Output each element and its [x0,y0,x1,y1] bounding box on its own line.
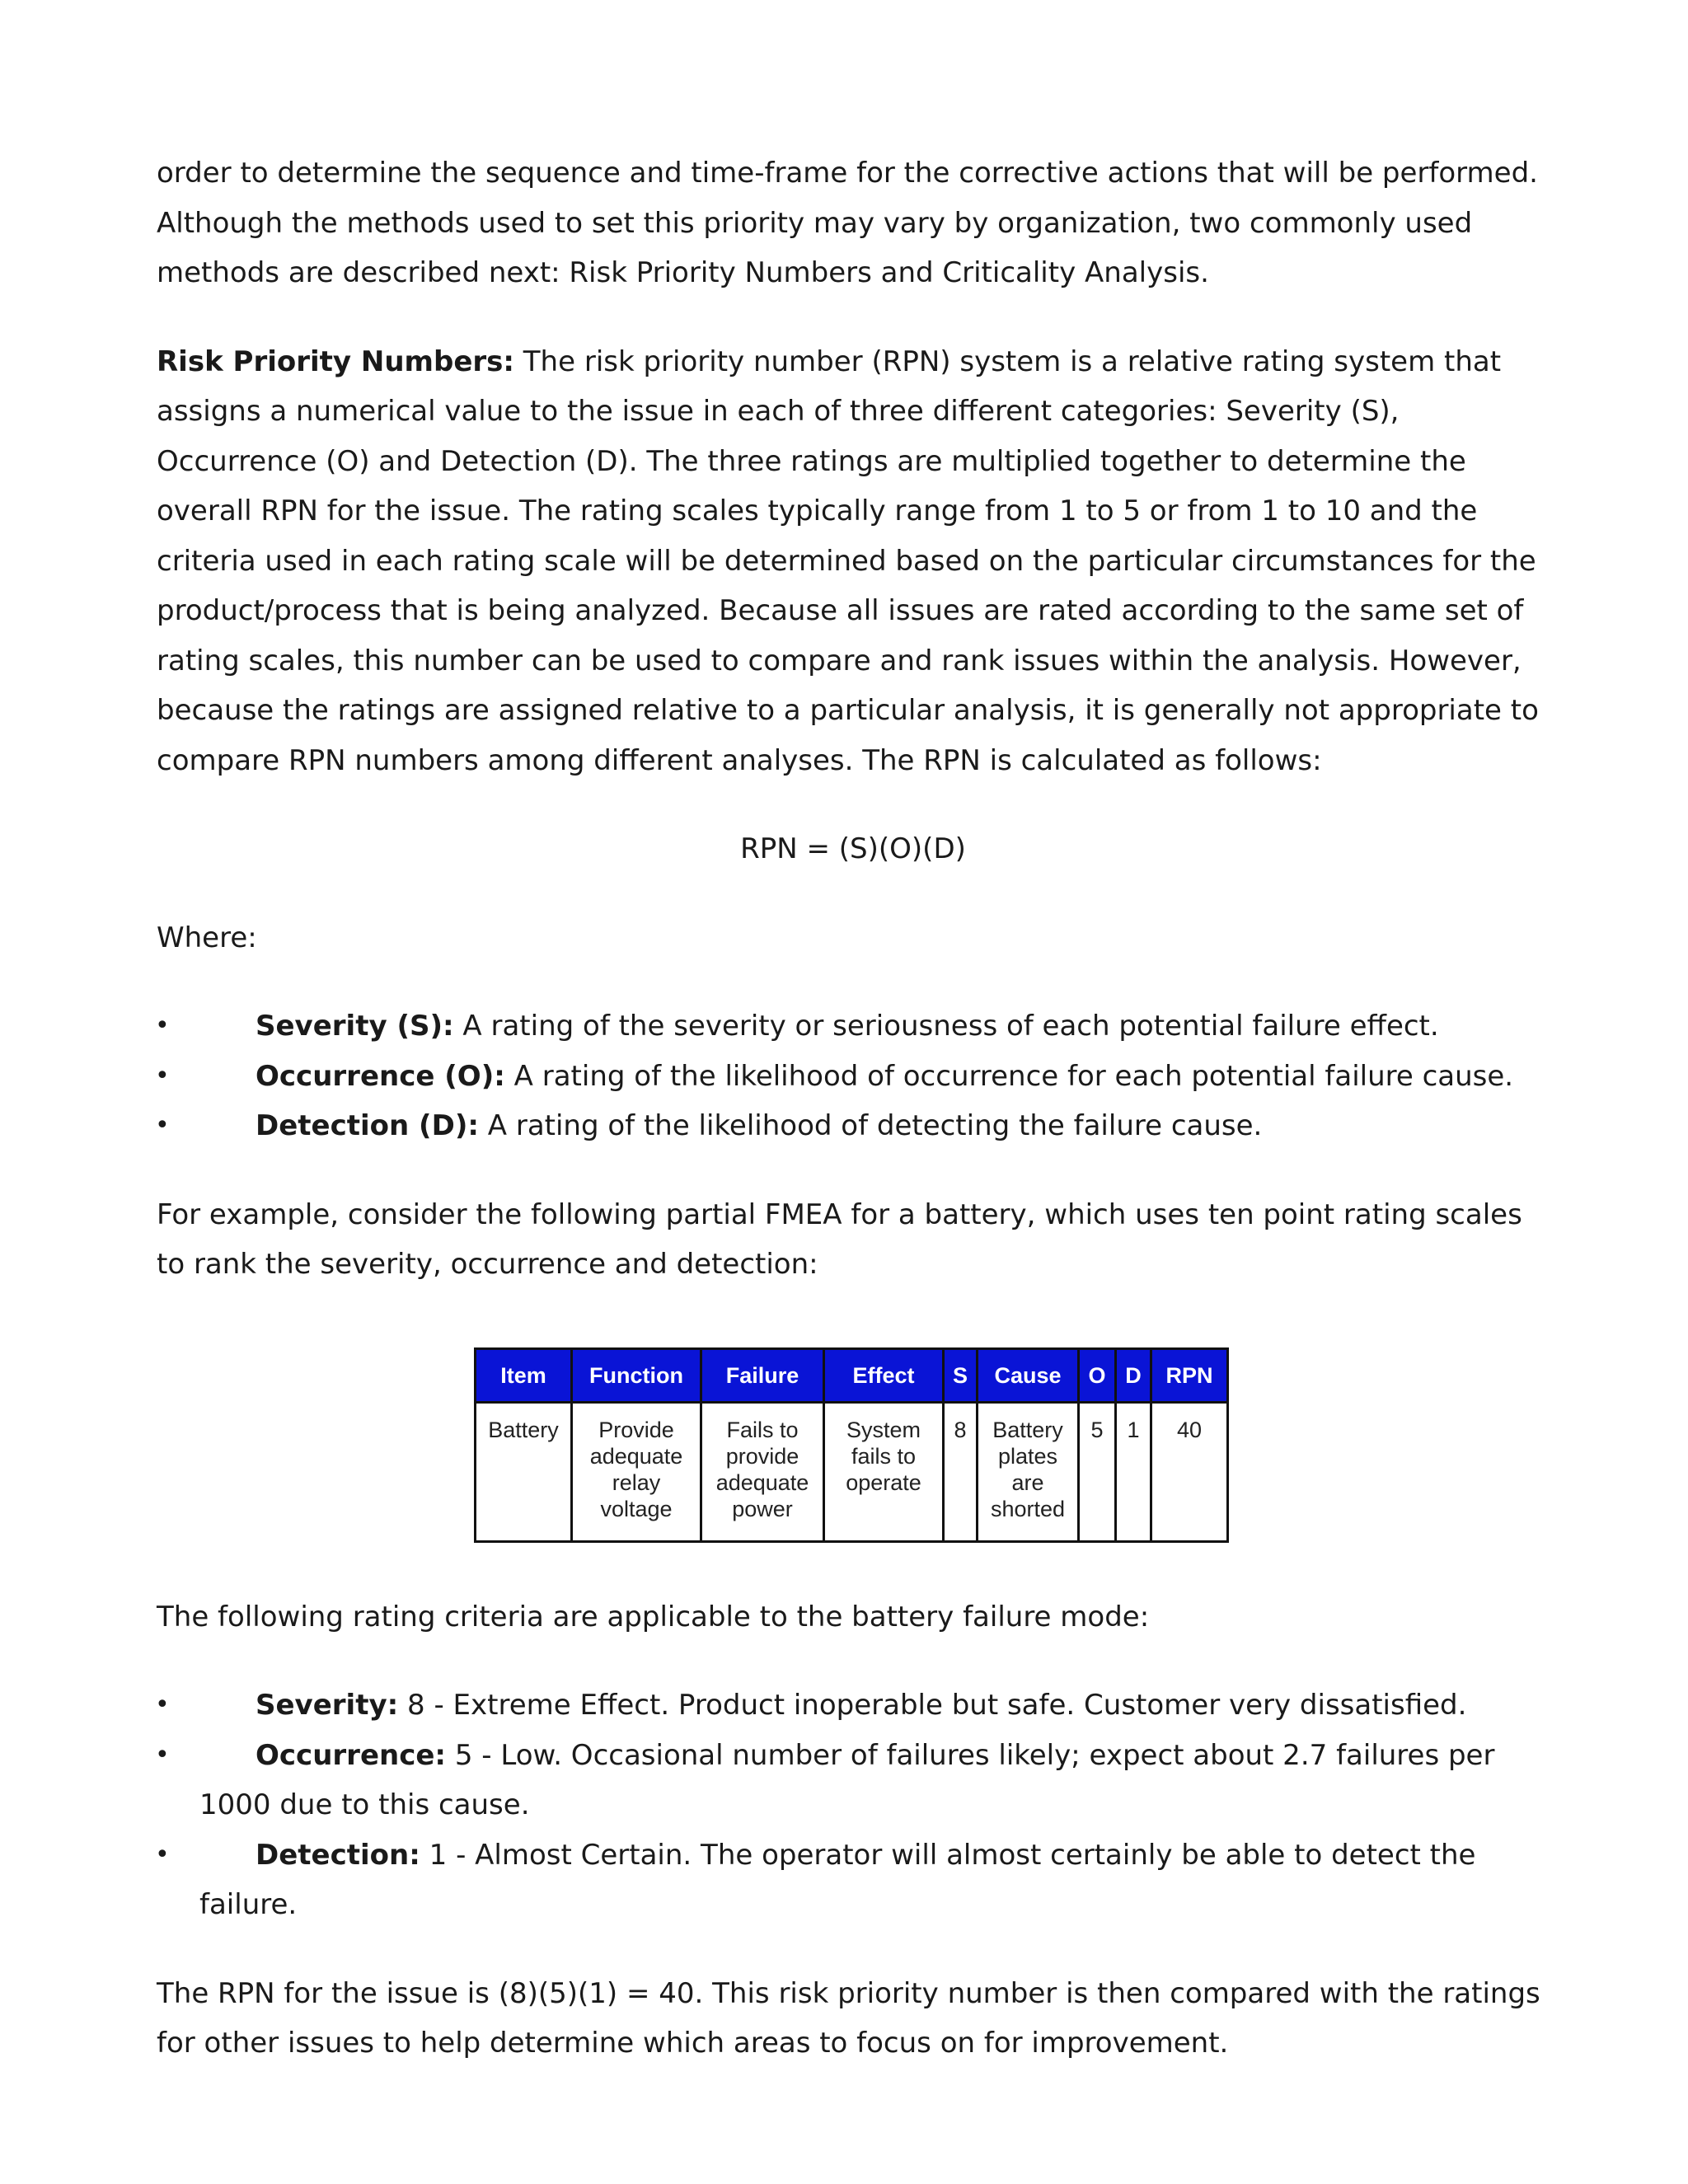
criteria-term: Detection: [256,1838,420,1872]
column-header: RPN [1151,1348,1228,1402]
column-header: Effect [824,1348,944,1402]
criteria-item [157,1830,1550,1930]
rpn-body: The risk priority number (RPN) system is a relative rating system that assigns a numerical value to the issue in each of three different categories: Severity (S), Occurrence (O) and Detection (D). The three ratings are multiplied together to determine the overall RPN for the issue. The rating scales typically range from 1 to 5 or from 1 to 10 and the criteria used in each rating scale will be determined based on the particular circumstances for the product/process that is being analyzed. Because all issues are rated according to the same set of rating scales, this number can be used to compare and rank issues within the analysis. However, because the ratings are assigned relative to a particular analysis, it is generally not appropriate to compare RPN numbers among different analyses. The RPN is calculated as follows: [157,344,1539,777]
column-header: D [1116,1348,1151,1402]
criteria-term: Severity: [256,1689,399,1722]
document-page [157,148,1550,2069]
rpn-heading: Risk Priority Numbers: [157,344,514,378]
column-header: Item [476,1348,572,1402]
where-label: Where: [157,921,257,954]
table-cell: Battery plates are shorted [978,1402,1079,1541]
column-header: Cause [978,1348,1079,1402]
column-header: S [944,1348,978,1402]
bullet-icon: • [155,1011,170,1040]
table-cell: 8 [944,1402,978,1541]
bullet-icon: • [155,1111,170,1140]
table-cell: 5 [1079,1402,1116,1541]
definition-text: A rating of the likelihood of occurrence for each potential failure cause. [504,1059,1514,1093]
bullet-icon: • [155,1061,170,1090]
fmea-table [474,1347,1229,1543]
definition-item [157,1052,1550,1102]
table-row [476,1402,1228,1541]
example-paragraph: For example, consider the following partial FMEA for a battery, which uses ten point rating scales to rank the severity, occurrence and detection: [157,1197,1522,1281]
definitions-list [157,1001,1550,1151]
criteria-text: 5 - Low. Occasional number of failures likely; expect about 2.7 failures per [446,1738,1495,1772]
criteria-text: 8 - Extreme Effect. Product inoperable but safe. Customer very dissatisfied. [398,1689,1467,1722]
table-cell: System fails to operate [824,1402,944,1541]
definition-term: Occurrence (O): [256,1059,505,1093]
column-header: Failure [701,1348,824,1402]
definition-item [157,1101,1550,1151]
criteria-continuation: 1000 due to this cause. [199,1788,530,1821]
criteria-term: Occurrence: [256,1738,447,1772]
definition-item [157,1001,1550,1052]
column-header: Function [572,1348,701,1402]
criteria-list [157,1680,1550,1930]
criteria-item [157,1680,1550,1731]
rpn-formula: RPN = (S)(O)(D) [740,832,966,865]
criteria-item [157,1731,1550,1830]
criteria-intro: The following rating criteria are applicable to the battery failure mode: [157,1600,1150,1633]
criteria-text: 1 - Almost Certain. The operator will almost certainly be able to detect the [420,1838,1476,1872]
bullet-icon: • [155,1740,170,1769]
column-header: O [1079,1348,1116,1402]
definition-text: A rating of the likelihood of detecting the failure cause. [478,1109,1263,1142]
bullet-icon: • [155,1690,170,1719]
table-cell: Battery [476,1402,572,1541]
table-header-row [476,1348,1228,1402]
criteria-continuation: failure. [199,1888,298,1921]
table-cell: 40 [1151,1402,1228,1541]
fmea-table-wrapper [474,1347,1550,1543]
definition-term: Severity (S): [256,1010,454,1043]
definition-text: A rating of the severity or seriousness of each potential failure effect. [453,1010,1439,1043]
rpn-paragraph [157,337,1550,786]
table-cell: 1 [1116,1402,1151,1541]
intro-paragraph: order to determine the sequence and time-frame for the corrective actions that will be performed. Although the methods used to set this priority may vary by organization, two commonly used methods are described next: Risk Priority Numbers and Criticality Analysis. [157,157,1538,289]
table-cell: Fails to provide adequate power [701,1402,824,1541]
bullet-icon: • [155,1840,170,1869]
table-cell: Provide adequate relay voltage [572,1402,701,1541]
definition-term: Detection (D): [256,1109,479,1142]
conclusion-paragraph: The RPN for the issue is (8)(5)(1) = 40. This risk priority number is then compared with the ratings for other issues to help determine which areas to focus on for improvement. [157,1976,1540,2060]
